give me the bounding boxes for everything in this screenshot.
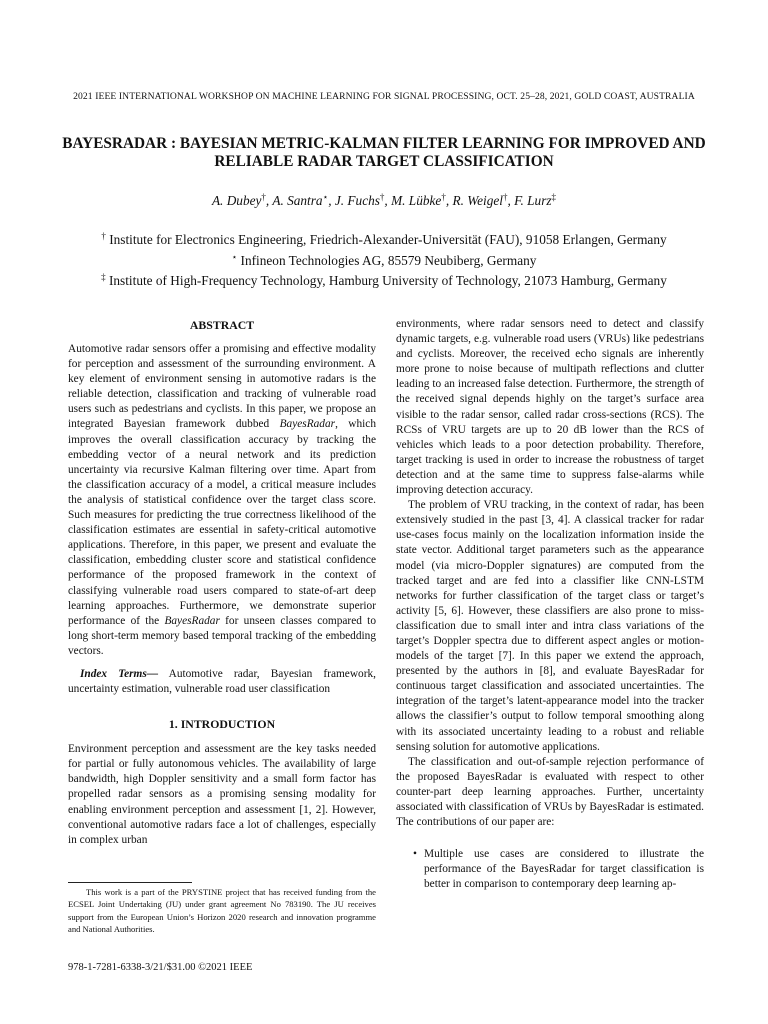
conference-header: 2021 IEEE INTERNATIONAL WORKSHOP ON MACHINE LEARNING FOR SIGNAL PROCESSING, OCT. 25–28, 2021, GOLD COAST, AUSTRALIA <box>73 91 695 102</box>
affiliation-3 <box>0 269 768 290</box>
abstract-text: Automotive radar sensors offer a promising and effective modality for perception and assessment of the surrounding environment. A key element of environment sensing in automotive radars is the reliable detection, classification and tracking of vulnerable road users such as pedestrians and cyclists. In this paper, we propose an integrated Bayesian framework dubbed <box>68 343 376 431</box>
author-2: A. Santra <box>272 193 323 208</box>
affiliation-text: Infineon Technologies AG, 85579 Neubiberg, Germany <box>237 252 537 268</box>
intro-paragraph-1-cont: environments, where radar sensors need to detect and classify dynamic targets, e.g. vulnerable road users (VRUs) like pedestrians and cyclists. Moreover, the received echo signals are inherently more prone to noise because of multipath reflections and clutter leading to an increased false detection. Furthermore, the strength of the received signal depends highly on the target’s surface area visible to the radar sensor, called radar cross-sections (RCS). The RCSs of VRU targets are up to 20 dB lower than the RCS of vehicles which leads to a poor detection probability. Therefore, target tracking is used in order to increase the robustness of target detection and at the same time to suppress false-alarms while improving detection accuracy. <box>396 318 704 497</box>
author-separator: , <box>328 193 335 208</box>
bullet-text: Multiple use cases are considered to illustrate the performance of the BayesRadar for target classification is better in comparison to contemporary deep learning ap- <box>424 848 704 891</box>
intro-paragraph-1: Environment perception and assessment are the key tasks needed for partial or fully autonomous vehicles. The availability of large bandwidth, high Doppler sensitivity and a small form factor has propelled radar sensors as a promising sensing modality for enabling environment perception and assessment [1, 2]. However, conventional automotive radars face a lot of challenges, especially in complex urban <box>68 743 376 846</box>
footnote-text: This work is a part of the PRYSTINE project that has received funding from the ECSEL Joint Undertaking (JU) under grant agreement No 783190. The JU receives support from the European Union’s Horizon 2020 research and innovation programme and National Authorities. <box>68 887 376 934</box>
affiliation-text: Institute for Electronics Engineering, Friedrich-Alexander-Universität (FAU), 91058 Erlangen, Germany <box>105 232 667 247</box>
author-3: J. Fuchs <box>334 193 380 208</box>
author-6: F. Lurz <box>514 193 552 208</box>
author-2-mark: ⋆ <box>322 192 329 202</box>
affiliations <box>0 228 768 290</box>
author-separator: , <box>265 193 273 208</box>
intro-paragraph-3: The classification and out-of-sample rejection performance of the proposed BayesRadar is evaluated with respect to other counter-part deep learning approaches. Further, uncertainty associated with classification of VRUs by BayesRadar is estimated. The contributions of our paper are: <box>396 755 704 829</box>
author-3-mark: † <box>379 192 385 202</box>
author-separator: , <box>384 193 392 208</box>
title-line-2: RELIABLE RADAR TARGET CLASSIFICATION <box>214 153 554 170</box>
abstract-paragraph <box>68 342 376 659</box>
author-6-mark: ‡ <box>551 192 557 202</box>
affiliation-text: Institute of High-Frequency Technology, Hamburg University of Technology, 21073 Hamburg, Germany <box>105 273 667 288</box>
affiliation-mark: † <box>101 231 106 241</box>
author-4: M. Lübke <box>391 193 442 208</box>
footnote-rule <box>68 882 192 883</box>
author-separator: , <box>507 193 515 208</box>
contribution-bullet-1 <box>396 847 704 892</box>
funding-footnote <box>68 886 376 935</box>
affiliation-2 <box>0 249 768 270</box>
index-terms <box>68 667 376 697</box>
paper-title <box>40 135 728 171</box>
intro-paragraph-2: The problem of VRU tracking, in the context of radar, has been extensively studied in the past [3, 4]. A classical tracker for radar use-cases focus mainly on the localization information inside the state vector. Additional target parameters such as the appearance model (via micro-Doppler signatures) are computed from the tracked target and are fed into a classifier like CNN-LSTM networks for further classification of the target class or target’s activity [5, 6]. However, these classifiers are also prone to miss-classification due to small inter and intra class variations of the target’s Doppler spectra due to different aspect angles or motion-models of the target [7]. In this paper we extend the approach, presented by the authors in [8], and evaluate BayesRadar for continuous target classification and associated uncertainties. The integration of the target’s latent-appearance model into the tracker allows the classifier’s output to follow temporal smoothing along with its associated uncertainty leading to a robust and reliable sensing solution for automotive applications. <box>396 499 704 753</box>
author-1: A. Dubey <box>211 193 262 208</box>
affiliation-mark: ⋆ <box>231 251 238 262</box>
affiliation-1 <box>0 228 768 249</box>
author-separator: , <box>445 193 453 208</box>
abstract-heading: ABSTRACT <box>189 318 255 332</box>
abstract-text: , which improves the overall classification accuracy by tracking the embedding vector of a neural network and its prediction uncertainty via recursive Kalman filtering over time. Apart from the classification accuracy of a model, a critical measure includes the analysis of statistical confidence over the target class score. Such measures for predicting the true correctness likelihood of the classification estimates are essential in safety-critical automotive applications. Therefore, in this paper, we present and evaluate the classification, embedding cluster score and statistical confidence performance of the proposed framework in the context of classifying vulnerable road users compared to state-of-art deep learning approaches. Furthermore, we demonstrate superior performance of the <box>68 418 376 627</box>
right-column <box>396 317 704 892</box>
left-column <box>68 317 376 848</box>
abstract-text: for unseen classes compared to long short-term memory based temporal tracking of the embedding vectors. <box>68 614 377 657</box>
index-terms-label: Index Terms— <box>80 667 159 680</box>
abstract-emphasis: BayesRadar <box>164 614 220 627</box>
bullet-dot: • <box>413 848 417 861</box>
abstract-emphasis: BayesRadar <box>279 418 336 431</box>
author-list <box>0 192 768 209</box>
title-line-1: BAYESRADAR : BAYESIAN METRIC-KALMAN FILTER LEARNING FOR IMPROVED AND <box>62 135 706 152</box>
isbn-copyright: 978-1-7281-6338-3/21/$31.00 ©2021 IEEE <box>68 962 253 973</box>
author-4-mark: † <box>441 192 446 202</box>
author-5: R. Weigel <box>452 193 503 208</box>
index-terms-text: Automotive radar, Bayesian framework, uncertainty estimation, vulnerable road user classification <box>68 667 376 696</box>
author-5-mark: † <box>502 192 508 202</box>
author-1-mark: † <box>261 192 266 202</box>
intro-heading: 1. INTRODUCTION <box>168 717 276 732</box>
affiliation-mark: ‡ <box>101 272 106 282</box>
